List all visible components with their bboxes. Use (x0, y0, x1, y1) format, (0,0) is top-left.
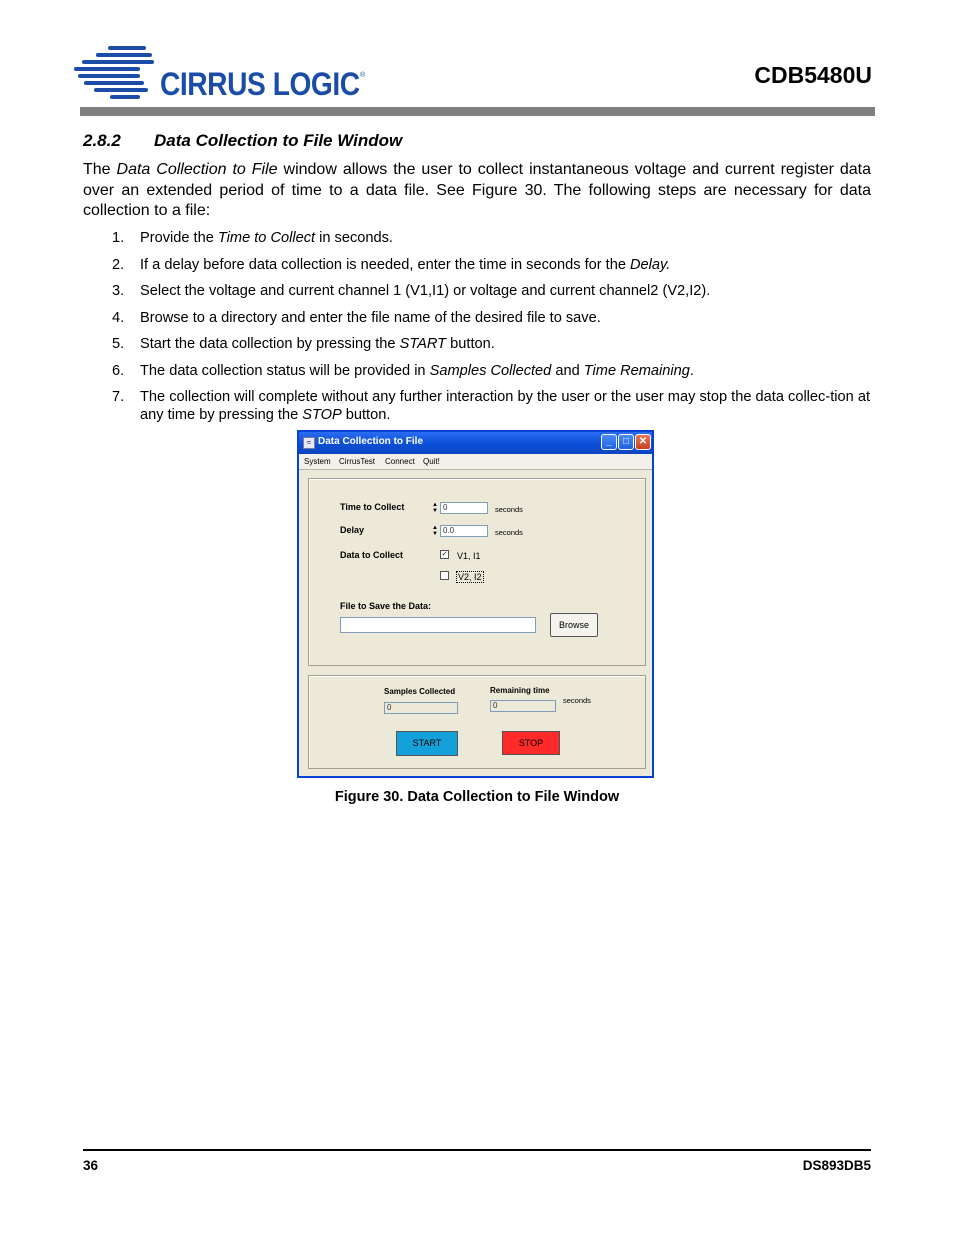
step-text: button. (341, 407, 391, 423)
delay-units: seconds (495, 528, 523, 537)
intro-text-rest: window allows the user to collect instantaneous voltage and current register data over an extended period of time to a data file. See Figure 30. The following steps are necessary for data collection to a file: (83, 161, 872, 219)
step-text: button. (446, 336, 495, 352)
list-item (112, 229, 870, 247)
data-to-collect-label: Data to Collect (340, 550, 404, 560)
time-spinner[interactable]: ▲ ▼ (432, 502, 438, 514)
browse-button[interactable]: Browse (550, 613, 598, 637)
list-item (112, 282, 870, 300)
step-text: and (551, 362, 584, 379)
stop-button[interactable]: STOP (502, 731, 560, 755)
list-item (112, 388, 870, 424)
step-number: 4. (112, 309, 125, 326)
data-collection-window (297, 430, 654, 778)
logo-registered-mark: ® (360, 72, 366, 79)
step-text: in seconds. (315, 230, 393, 246)
figure-caption: Figure 30. Data Collection to File Window (334, 789, 620, 805)
section-number: 2.8.2 (83, 131, 121, 150)
window-titlebar[interactable] (299, 432, 652, 454)
page-number: 36 (83, 1158, 99, 1173)
file-path-input[interactable] (340, 617, 536, 633)
step-emphasis: START (399, 336, 447, 352)
list-item (112, 256, 870, 274)
delay-spinner[interactable]: ▲ ▼ (432, 525, 438, 537)
maximize-button[interactable]: □ (618, 434, 634, 450)
step-number: 2. (112, 256, 125, 273)
time-units: seconds (495, 505, 523, 514)
intro-emphasis: Data Collection to File (116, 161, 278, 178)
step-text: The collection will complete without any further interaction by the user or the user may stop the data collec-tion at any time by pressing the (140, 389, 870, 423)
delay-label: Delay (340, 525, 365, 535)
delay-input[interactable]: 0.0 (440, 525, 488, 537)
remaining-units: seconds (563, 696, 591, 705)
footer-divider (83, 1149, 871, 1151)
step-emphasis: STOP (302, 407, 342, 423)
app-icon: ≈ (303, 437, 315, 449)
step-text: Provide the (140, 230, 218, 246)
step-number: 7. (112, 389, 125, 405)
file-label: File to Save the Data: (340, 601, 432, 611)
logo-text: CIRRUS LOGIC (160, 66, 360, 102)
intro-text: The (83, 161, 117, 178)
menu-cirrustest[interactable]: CirrusTest (339, 457, 376, 466)
header-divider (80, 107, 875, 116)
samples-collected-field: 0 (384, 702, 458, 714)
list-item (112, 309, 870, 327)
step-emphasis: Delay. (630, 256, 671, 273)
step-text: The data collection status will be provided in (140, 362, 430, 379)
start-button[interactable]: START (396, 731, 458, 756)
status-group (308, 675, 646, 769)
menu-bar (299, 454, 652, 470)
step-emphasis: Samples Collected (429, 362, 552, 379)
steps-list (112, 229, 870, 433)
remaining-time-field: 0 (490, 700, 556, 712)
step-text: If a delay before data collection is needed, enter the time in seconds for the (140, 256, 631, 273)
step-number: 1. (112, 230, 125, 246)
close-button[interactable]: ✕ (635, 434, 651, 450)
step-text: Start the data collection by pressing the (140, 336, 400, 352)
step-text: Select the voltage and current channel 1 (V1,I1) or voltage and current channel2 (V2,I2). (140, 283, 711, 299)
step-text: Browse to a directory and enter the file name of the desired file to save. (140, 309, 601, 326)
step-emphasis: Time Remaining (583, 362, 690, 379)
menu-quit[interactable]: Quit! (423, 457, 440, 466)
section-heading (83, 131, 402, 151)
intro-paragraph (83, 160, 871, 222)
document-code: DS893DB5 (802, 1158, 871, 1173)
document-title: CDB5480U (754, 62, 872, 88)
menu-connect[interactable]: Connect (385, 457, 415, 466)
list-item (112, 335, 870, 353)
step-text: . (689, 362, 694, 379)
time-to-collect-input[interactable]: 0 (440, 502, 488, 514)
v2-option-label: V2, I2 (458, 572, 482, 582)
menu-system[interactable]: System (304, 457, 331, 466)
v1-checkbox[interactable]: ✓ (441, 551, 448, 558)
logo-swoosh-icon (74, 44, 164, 100)
list-item (112, 362, 870, 380)
step-emphasis: Time to Collect (217, 230, 316, 246)
samples-collected-label: Samples Collected (384, 687, 456, 696)
step-number: 6. (112, 362, 125, 379)
section-title: Data Collection to File Window (154, 131, 403, 150)
step-number: 3. (112, 283, 125, 299)
window-title: Data Collection to File (318, 436, 424, 447)
v2-checkbox[interactable] (440, 571, 449, 580)
remaining-time-label: Remaining time (490, 686, 550, 695)
step-number: 5. (112, 336, 125, 352)
minimize-button[interactable]: _ (601, 434, 617, 450)
time-to-collect-label: Time to Collect (340, 502, 405, 512)
v1-option-label: V1, I1 (457, 551, 481, 561)
